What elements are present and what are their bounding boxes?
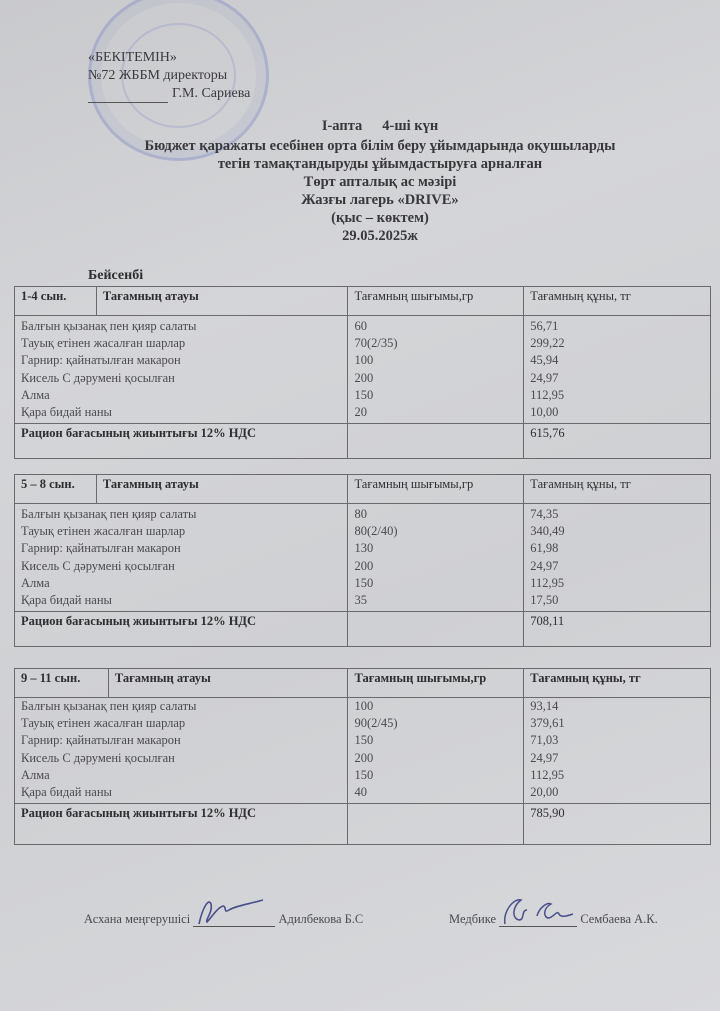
col-yield-header: Тағамның шығымы,гр [348,287,524,316]
document-date: 29.05.2025ж [342,228,418,244]
dish-yield: 70(2/35) [354,336,398,351]
dish-price: 24,97 [530,370,559,385]
signature-scribble-icon [499,908,577,927]
header-line-5: (қыс – көктем) [331,210,429,226]
dish-yields [348,316,524,424]
dish-price: 379,61 [530,716,565,731]
approval-position: №72 ЖББМ директоры [88,68,228,83]
kitchen-manager-label: Асхана меңгерушісі [84,912,191,926]
dish-prices [524,504,711,612]
dish-price: 112,95 [530,767,565,782]
dish-yield: 90(2/45) [354,716,398,731]
dish-price: 340,49 [530,524,565,539]
dish-yield: 200 [354,558,374,573]
dish-name: Қара бидай наны [21,785,112,800]
col-price-header: Тағамның құны, тг [524,475,711,504]
weekday-label: Бейсенбі [88,268,144,283]
dish-yield: 60 [354,319,367,333]
dish-name: Гарнир: қайнатылған макарон [21,353,181,368]
dish-name: Алма [21,575,50,590]
approval-signer-name: Г.М. Сариева [172,86,251,101]
signature-line [88,102,168,103]
kitchen-manager-name: Адилбекова Б.С [278,912,364,926]
dish-name: Қара бидай наны [21,593,112,608]
approval-title: «БЕКІТЕМІН» [88,50,177,65]
dish-name: Гарнир: қайнатылған макарон [21,541,181,556]
dish-yield: 130 [354,541,374,556]
total-row [15,424,711,459]
table-row [15,316,711,424]
dish-prices [524,698,711,804]
dish-yield: 20 [354,405,367,420]
dish-yield: 150 [354,575,374,590]
dish-yield: 100 [354,353,374,368]
dish-price: 299,22 [530,336,565,351]
total-empty [348,424,524,459]
dish-name: Кисель С дәрумені қосылған [21,558,175,573]
menu-table-grades-9-11 [14,668,711,845]
table-header-row [15,287,711,316]
dish-names [15,316,348,424]
total-row [15,804,711,845]
header-line-2: тегін тамақтандыруды ұйымдастыруға арналған [217,156,543,172]
dish-yield: 35 [354,593,367,608]
dish-yields [348,504,524,612]
dish-price: 20,00 [530,785,559,800]
dish-name: Кисель С дәрумені қосылған [21,370,175,385]
col-price-header: Тағамның құны, тг [524,669,711,698]
table-header-row [15,475,711,504]
dish-price: 112,95 [530,387,565,402]
dish-name: Тауық етінен жасалған шарлар [21,716,186,731]
dish-yield: 150 [354,767,374,782]
total-row [15,612,711,647]
total-label: Рацион бағасының жиынтығы 12% НДС [15,424,348,459]
nurse-name: Сембаева А.К. [580,912,658,926]
day-label: 4-ші күн [382,118,439,134]
dish-price: 24,97 [530,558,559,573]
menu-table-grades-1-4 [14,286,711,459]
approval-block [88,49,250,103]
col-name-header: Тағамның атауы [96,287,348,316]
dish-name: Кисель С дәрумені қосылған [21,750,175,765]
dish-names [15,504,348,612]
dish-name: Балғын қызанақ пен қияр салаты [21,699,197,713]
signature-scribble-icon [193,908,275,927]
dish-name: Алма [21,767,50,782]
table-header-row [15,669,711,698]
dish-name: Балғын қызанақ пен қияр салаты [21,319,197,333]
dish-price: 71,03 [530,733,559,748]
dish-yield: 200 [354,750,374,765]
col-name-header: Тағамның атауы [96,475,348,504]
total-label: Рацион бағасының жиынтығы 12% НДС [15,804,348,845]
dish-yield: 100 [354,699,374,713]
nurse-label: Медбике [449,912,497,926]
table-row [15,504,711,612]
total-empty [348,612,524,647]
dish-name: Тауық етінен жасалған шарлар [21,524,186,539]
header-line-4: Жазғы лагерь «DRIVE» [301,192,459,208]
dish-yield: 200 [354,370,374,385]
dish-price: 24,97 [530,750,559,765]
dish-yield: 80 [354,507,367,521]
total-value: 615,76 [524,424,711,459]
dish-name: Балғын қызанақ пен қияр салаты [21,507,197,521]
document-header [80,117,680,245]
dish-yield: 150 [354,733,374,748]
menu-table-grades-5-8 [14,474,711,647]
dish-name: Алма [21,387,50,402]
col-price-header: Тағамның құны, тг [524,287,711,316]
grade-cell: 9 – 11 сын. [15,669,109,698]
col-name-header: Тағамның атауы [108,669,348,698]
dish-price: 17,50 [530,593,559,608]
col-yield-header: Тағамның шығымы,гр [348,669,524,698]
kitchen-manager-signature [84,908,363,927]
total-label: Рацион бағасының жиынтығы 12% НДС [15,612,348,647]
header-line-1: Бюджет қаражаты есебінен орта білім беру ұйымдарында оқушыларды [144,138,616,154]
dish-price: 61,98 [530,541,559,556]
dish-names [15,698,348,804]
table-row [15,698,711,804]
dish-yield: 150 [354,387,374,402]
total-empty [348,804,524,845]
dish-price: 74,35 [530,507,559,521]
dish-name: Гарнир: қайнатылған макарон [21,733,181,748]
grade-cell: 1-4 сын. [15,287,97,316]
total-value: 708,11 [524,612,711,647]
dish-yield: 40 [354,785,367,800]
nurse-signature [449,908,658,927]
dish-yields [348,698,524,804]
dish-yield: 80(2/40) [354,524,398,539]
dish-price: 93,14 [530,699,559,713]
total-value: 785,90 [524,804,711,845]
dish-prices [524,316,711,424]
approval-signer [88,85,250,103]
grade-cell: 5 – 8 сын. [15,475,97,504]
dish-name: Қара бидай наны [21,405,112,420]
dish-price: 10,00 [530,405,559,420]
dish-price: 45,94 [530,353,559,368]
dish-price: 56,71 [530,319,559,333]
header-line-3: Төрт апталық ас мәзірі [303,174,457,190]
dish-price: 112,95 [530,575,565,590]
dish-name: Тауық етінен жасалған шарлар [21,336,186,351]
col-yield-header: Тағамның шығымы,гр [348,475,524,504]
week-label: І-апта [321,118,363,134]
